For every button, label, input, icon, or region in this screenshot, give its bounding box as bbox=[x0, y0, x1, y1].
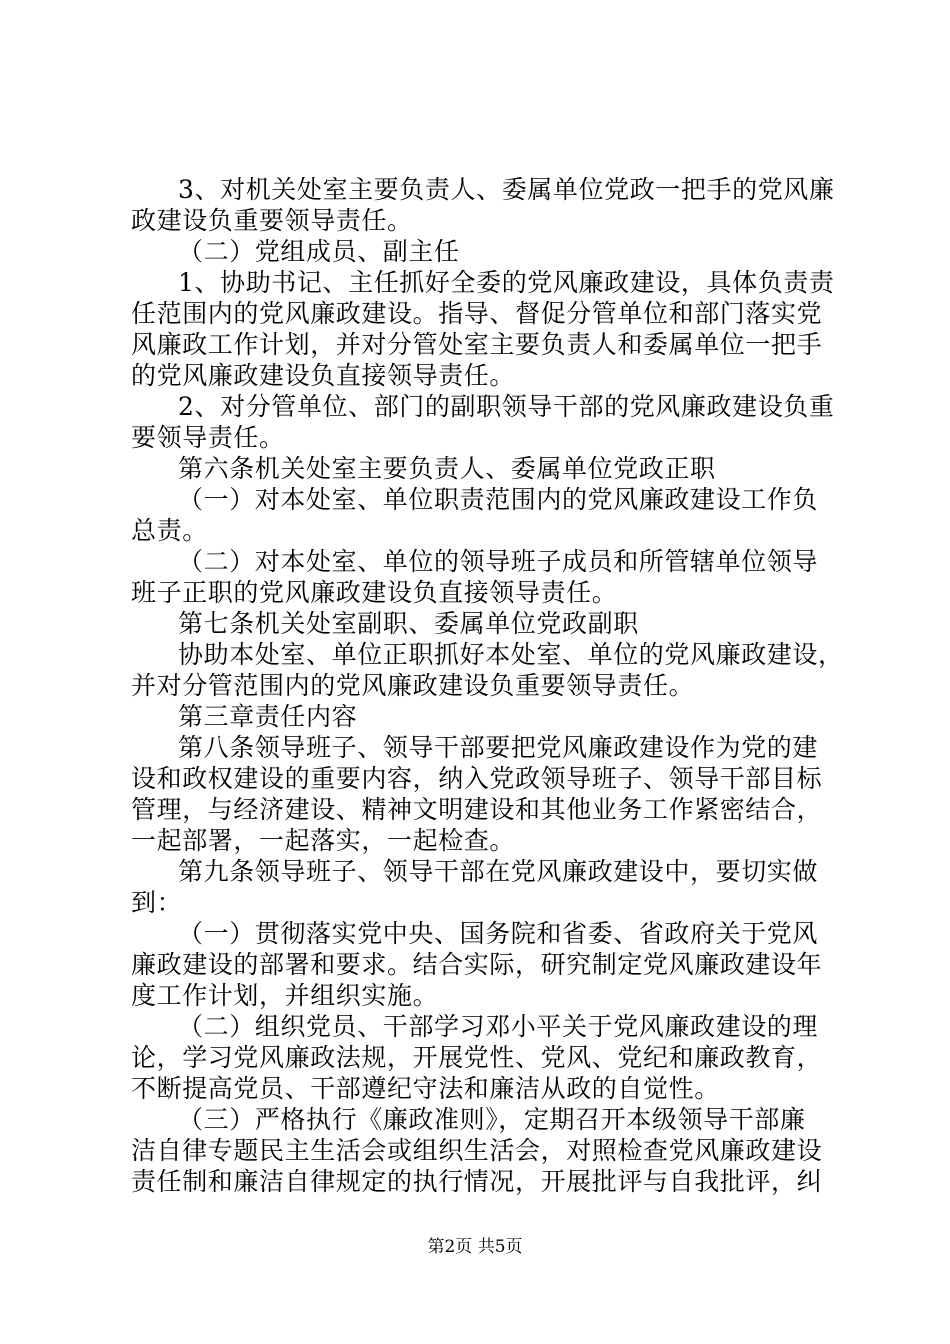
text-line: 设和政权建设的重要内容，纳入党政领导班子、领导干部目标 bbox=[131, 764, 823, 793]
text-line: 3、对机关处室主要负责人、委属单位党政一把手的党风廉 bbox=[178, 175, 835, 204]
text-line: 并对分管范围内的党风廉政建设负重要领导责任。 bbox=[131, 671, 695, 700]
article-heading: 第六条机关处室主要负责人、委属单位党政正职 bbox=[178, 454, 716, 483]
text-line: 管理，与经济建设、精神文明建设和其他业务工作紧密结合， bbox=[131, 795, 823, 824]
text-line: 第八条领导班子、领导干部要把党风廉政建设作为党的建 bbox=[178, 733, 819, 762]
section-heading: （二）党组成员、副主任 bbox=[178, 237, 460, 266]
text-line: 班子正职的党风廉政建设负直接领导责任。 bbox=[131, 578, 618, 607]
text-line: 廉政建设的部署和要求。结合实际，研究制定党风廉政建设年 bbox=[131, 950, 823, 979]
text-line: 总责。 bbox=[131, 516, 208, 545]
text-line: 第九条领导班子、领导干部在党风廉政建设中，要切实做 bbox=[178, 857, 819, 886]
text-line: 论，学习党风廉政法规，开展党性、党风、党纪和廉政教育， bbox=[131, 1043, 823, 1072]
text-line: 要领导责任。 bbox=[131, 423, 285, 452]
text-line: （二）组织党员、干部学习邓小平关于党风廉政建设的理 bbox=[178, 1012, 819, 1041]
text-line: （一）贯彻落实党中央、国务院和省委、省政府关于党风 bbox=[178, 919, 819, 948]
text-line: 一起部署，一起落实，一起检查。 bbox=[131, 826, 516, 855]
page-number-footer: 第2页 共5页 bbox=[427, 1237, 523, 1257]
text-line: （一）对本处室、单位职责范围内的党风廉政建设工作负 bbox=[178, 485, 819, 514]
text-line: （二）对本处室、单位的领导班子成员和所管辖单位领导 bbox=[178, 547, 819, 576]
text-line: 不断提高党员、干部遵纪守法和廉洁从政的自觉性。 bbox=[131, 1074, 720, 1103]
text-line: 洁自律专题民主生活会或组织生活会，对照检查党风廉政建设 bbox=[131, 1136, 823, 1165]
chapter-heading: 第三章责任内容 bbox=[178, 702, 358, 731]
text-line: （三）严格执行《廉政准则》，定期召开本级领导干部廉 bbox=[178, 1105, 806, 1134]
text-line: 任范围内的党风廉政建设。指导、督促分管单位和部门落实党 bbox=[131, 299, 823, 328]
text-line: 的党风廉政建设负直接领导责任。 bbox=[131, 361, 516, 390]
text-line: 2、对分管单位、部门的副职领导干部的党风廉政建设负重 bbox=[178, 392, 835, 421]
article-heading: 第七条机关处室副职、委属单位党政副职 bbox=[178, 609, 639, 638]
text-line: 政建设负重要领导责任。 bbox=[131, 206, 413, 235]
text-line: 到： bbox=[131, 888, 183, 917]
text-line: 协助本处室、单位正职抓好本处室、单位的党风廉政建设， bbox=[178, 640, 844, 669]
text-line: 度工作计划，并组织实施。 bbox=[131, 981, 439, 1010]
text-line: 风廉政工作计划，并对分管处室主要负责人和委属单位一把手 bbox=[131, 330, 823, 359]
text-line: 1、协助书记、主任抓好全委的党风廉政建设，具体负责责 bbox=[178, 268, 835, 297]
text-line: 责任制和廉洁自律规定的执行情况，开展批评与自我批评，纠 bbox=[131, 1167, 823, 1196]
